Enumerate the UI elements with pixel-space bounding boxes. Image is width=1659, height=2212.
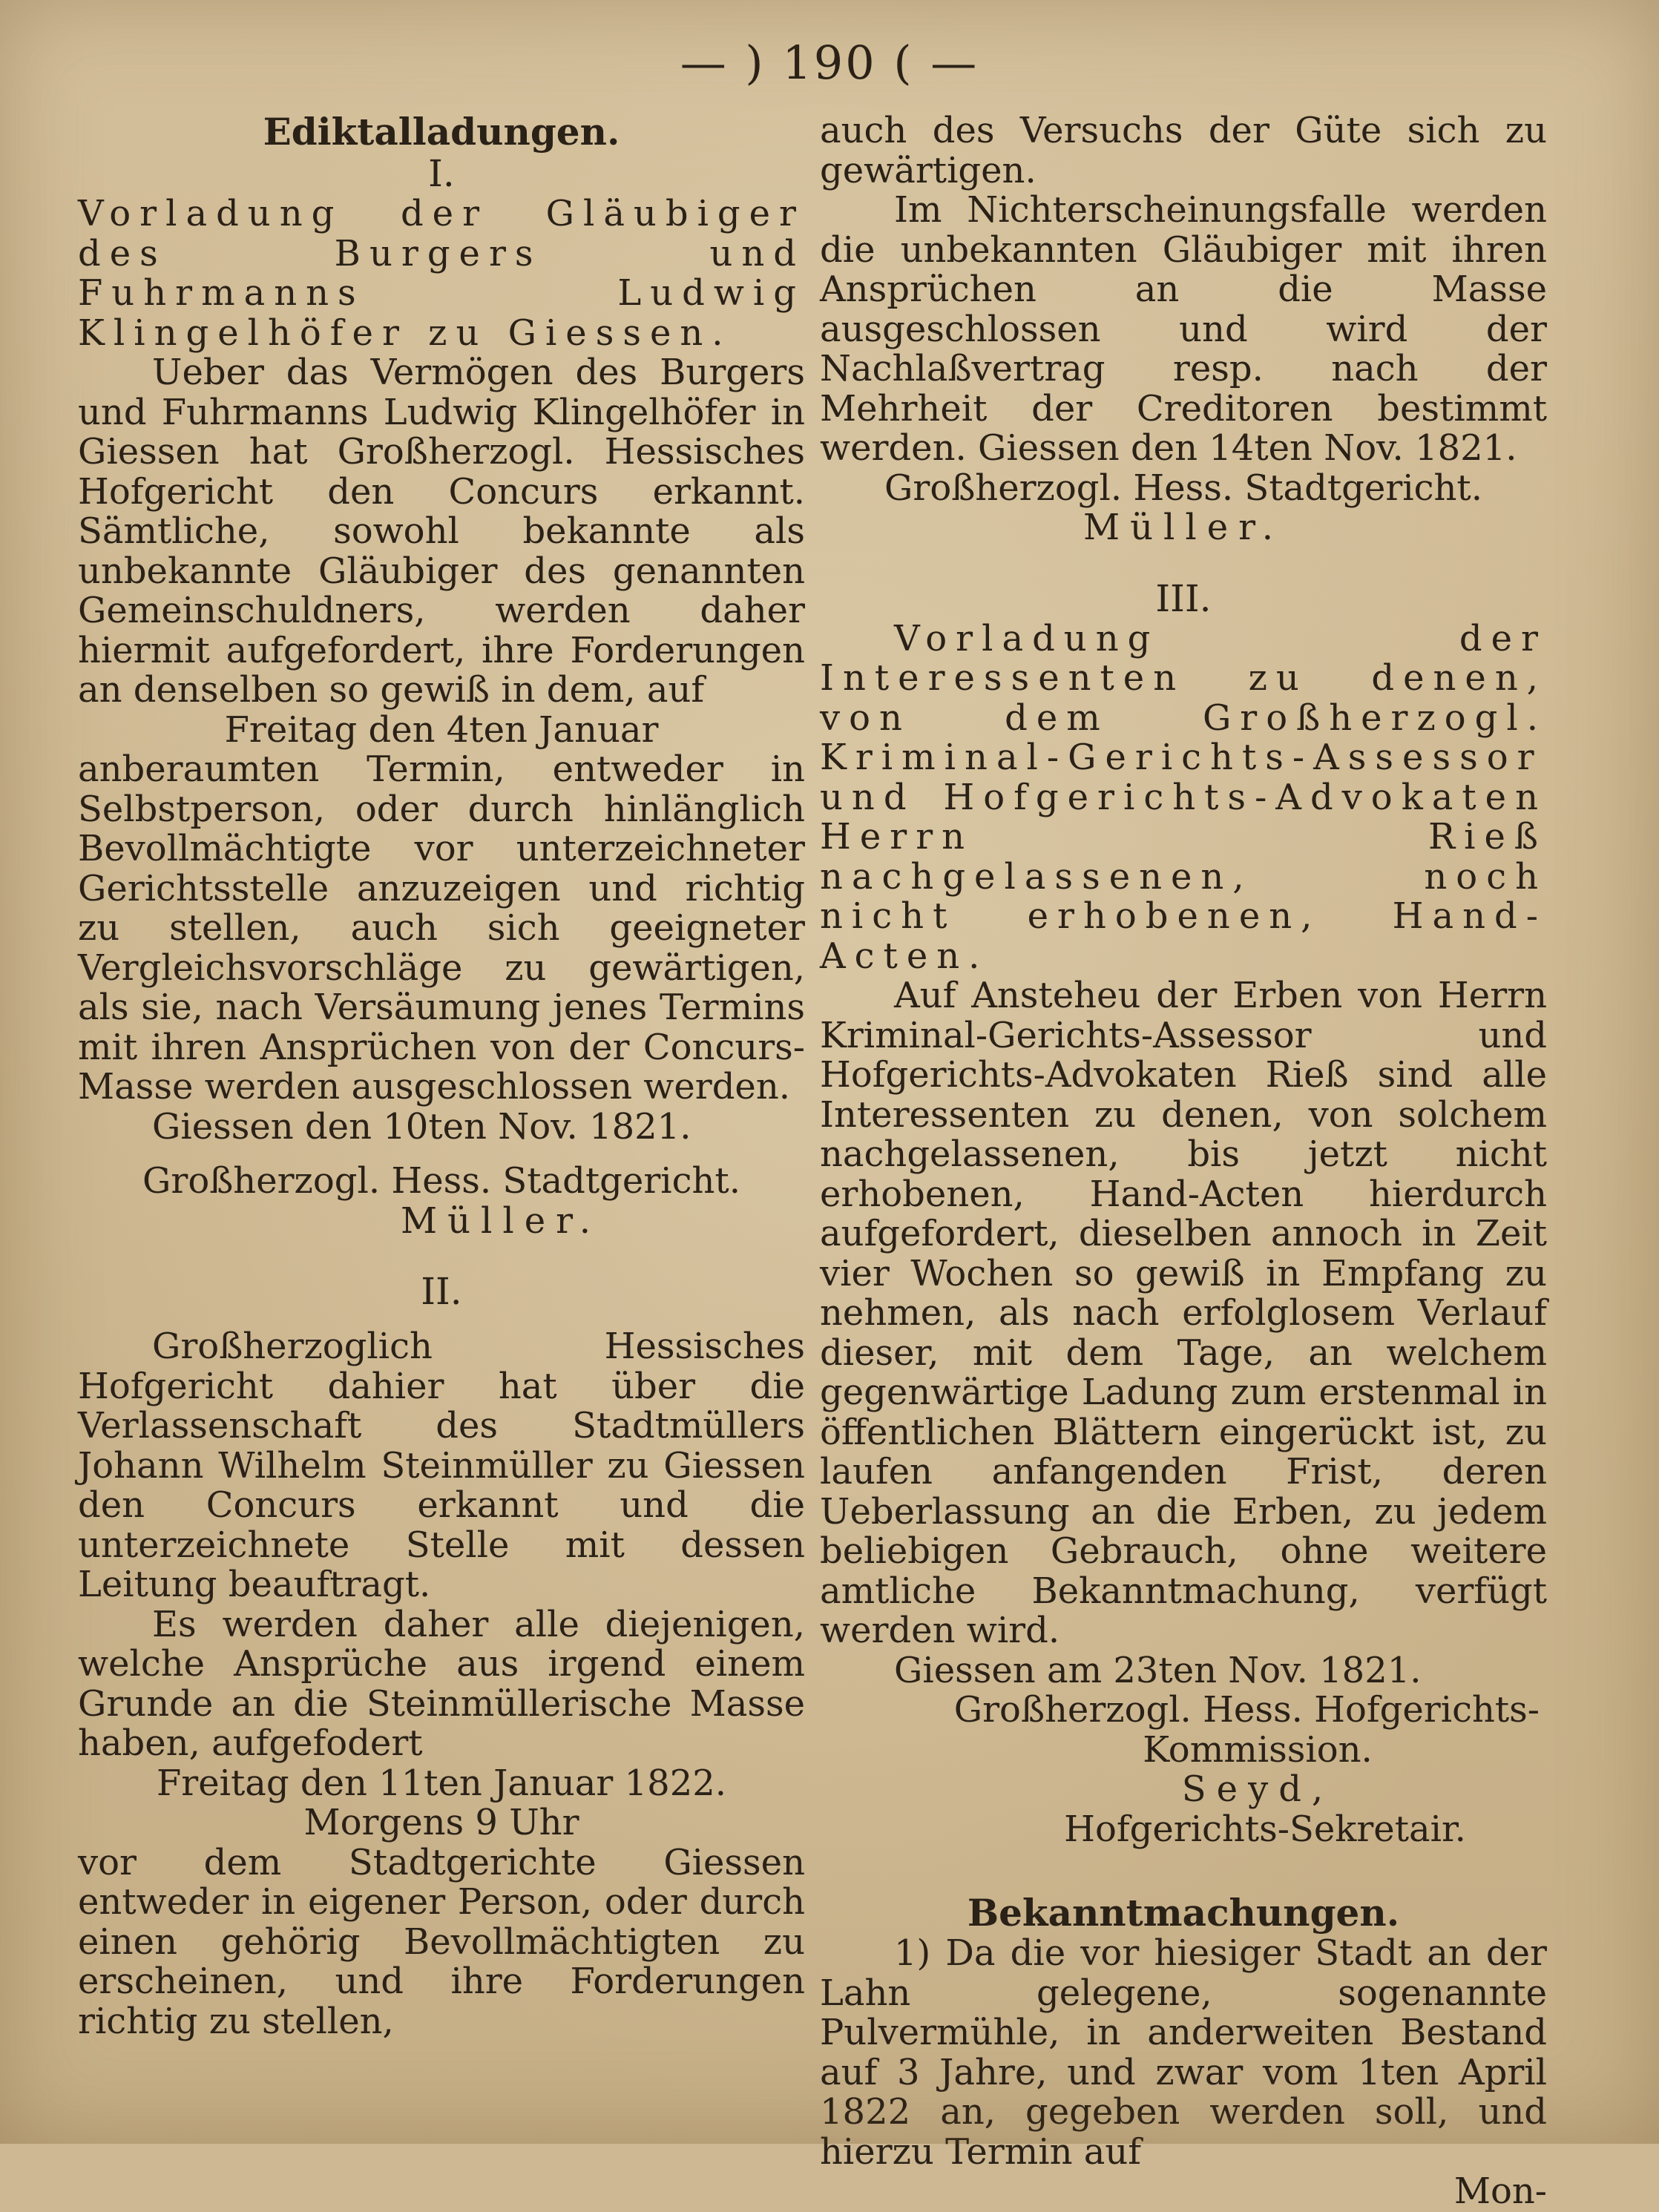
notice-date-line: Freitag den 11ten Januar 1822. (156, 1762, 727, 1804)
notice-body: 1) Da die vor hiesiger Stadt an der Lahn gelegene, sogenannte Pulvermühle, in anderweiten Bestand auf 3 Jahre, und zwar vom 1ten April 1822 an, gegeben werden soll, und hierzu Termin auf (820, 1932, 1547, 2173)
place-date: Giessen den 10ten Nov. 1821. (152, 1105, 691, 1148)
notice-body: Ueber das Vermögen des Burgers und Fuhrmanns Ludwig Klingelhöfer in Giessen hat Großherzogl. Hessisches Hofgericht den Concurs erkannt. Sämtliche, sowohl bekannte als unbekannte Gläubiger des genannten Gemeinschuldners, werden daher hiermit aufgefordert, ihre Forderungen an denselben so gewiß in dem, auf (78, 352, 805, 711)
notice-body: Großherzoglich Hessisches Hofgericht dahier hat über die Verlassenschaft des Stadtmüllers Johann Wilhelm Steinmüller zu Giessen den Concurs erkannt und die unterzeichnete Stelle mit dessen Leitung beauftragt. (78, 1326, 805, 1605)
notice-title: Vorladung der Gläubiger des Burgers und Fuhrmanns Ludwig Klingelhöfer zu Giessen. (78, 193, 805, 354)
signer-name: Müller. (400, 1199, 602, 1242)
notice-body: auch des Versuchs der Güte sich zu gewärtigen. (820, 110, 1547, 191)
court-signature: Großherzogl. Hess. Hofgerichts- (953, 1689, 1540, 1731)
section-heading: Bekanntmachungen. (967, 1891, 1400, 1935)
signer-name: Müller. (1083, 507, 1284, 548)
notice-body: Es werden daher alle diejenigen, welche Ansprüche aus irgend einem Grunde an die Steinmüllerische Masse haben, aufgefodert (78, 1603, 805, 1764)
court-signature: Großherzogl. Hess. Stadtgericht. (884, 467, 1482, 509)
notice-title: Vorladung der Interessenten zu denen, von dem Großherzogl. Kriminal-Gerichts-Assessor und Hofgerichts-Advokaten Herrn Rieß nachgelassenen, noch nicht erhobenen, Hand-Acten. (820, 617, 1547, 977)
notice-body: Auf Ansteheu der Erben von Herrn Kriminal-Gerichts-Assessor und Hofgerichts-Advokaten Rieß sind alle Interessenten zu denen, von solchem nachgelassenen, bis jetzt nicht erhobenen, Hand-Acten hierdurch aufgefordert, dieselben annoch in Zeit vier Wochen so gewiß in Empfang zu nehmen, als nach erfolglosem Verlauf dieser, mit dem Tage, an welchem gegenwärtige Ladung zum erstenmal in öffentlichen Blättern eingerückt ist, zu laufen anfangenden Frist, deren Ueberlassung an die Erben, zu jedem beliebigen Gebrauch, ohne weitere amtliche Bekanntmachung, verfügt werden wird. (820, 975, 1547, 1651)
left-column (78, 111, 805, 2114)
signer-name: Seyd, (1181, 1768, 1334, 1810)
section-numeral: III. (1155, 576, 1212, 620)
section-heading: Ediktalladungen. (263, 110, 620, 154)
section-numeral: I. (428, 152, 455, 195)
signer-role: Hofgerichts-Sekretair. (1064, 1808, 1466, 1850)
right-column (820, 110, 1547, 2212)
notice-date-line: Freitag den 4ten Januar (224, 708, 659, 751)
court-signature-cont: Kommission. (1143, 1728, 1373, 1771)
place-date: Giessen am 23ten Nov. 1821. (894, 1649, 1422, 1691)
court-signature: Großherzogl. Hess. Stadtgericht. (142, 1160, 740, 1202)
notice-body: anberaumten Termin, entweder in Selbstperson, oder durch hinlänglich Bevollmächtigte vor unterzeichneter Gerichtsstelle anzuzeigen und richtig zu stellen, auch sich geeigneter Vergleichsvorschläge zu gewärtigen, als sie, nach Versäumung jenes Termins mit ihren Ansprüchen von der Concurs-Masse werden ausgeschlossen werden. (78, 748, 805, 1107)
notice-body: Im Nichterscheinungsfalle werden die unbekannten Gläubiger mit ihren Ansprüchen an die Masse ausgeschlossen und wird der Nachlaßvertrag resp. nach der Mehrheit der Creditoren bestimmt werden. Giessen den 14ten Nov. 1821. (820, 189, 1547, 469)
notice-body: vor dem Stadtgerichte Giessen entweder in eigener Person, oder durch einen gehörig Bevollmächtigten zu erscheinen, und ihre Forderungen richtig zu stellen, (78, 1841, 805, 2042)
catchword: Mon- (1453, 2170, 1547, 2212)
notice-time-line: Morgens 9 Uhr (303, 1802, 579, 1843)
section-numeral: II. (421, 1270, 462, 1313)
page-number: — ) 190 ( — (680, 36, 979, 90)
